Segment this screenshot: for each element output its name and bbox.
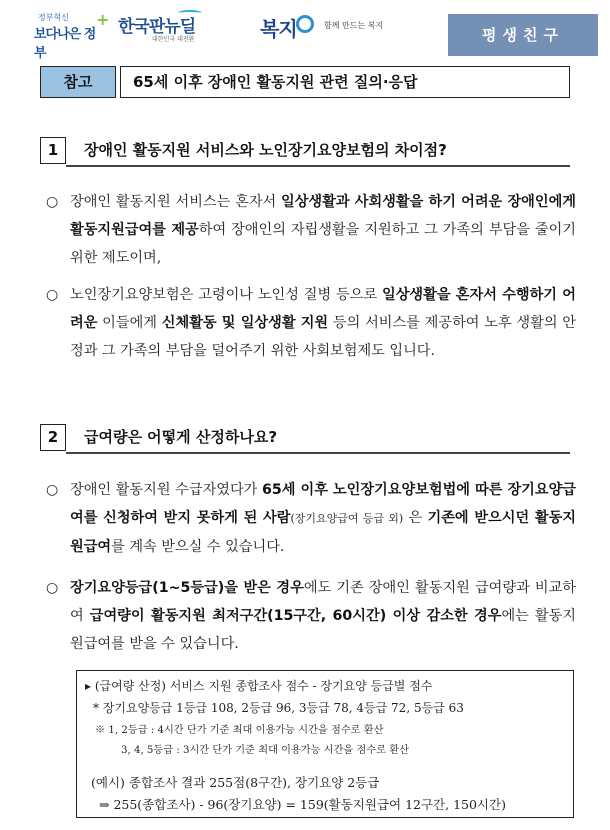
nd-logo-sub-text: 대한민국 대전환 bbox=[152, 36, 195, 43]
calculation-note-box bbox=[76, 670, 574, 818]
note-example-line: (예시) 종합조사 결과 255점(8구간), 장기요양 2등급 bbox=[91, 775, 380, 790]
note-line: ※ 1, 2등급 : 4시간 단가 기준 최대 이용가능 시간을 점수로 환산 bbox=[95, 725, 384, 736]
paragraph-text: 에는 활동지원급여를 받을 수 있습니다. bbox=[70, 608, 577, 652]
nd-logo-main-text: 한국판뉴딜 bbox=[118, 17, 196, 37]
paragraph-emphasis: 일상생활을 혼자서 수행하기 어려운 bbox=[70, 287, 576, 331]
paragraph-text: 은 bbox=[403, 510, 428, 526]
paragraph-emphasis: 65세 이후 노인장기요양보험법에 따른 장기요양급여를 신청하여 받지 못하게 된 사람 bbox=[70, 482, 576, 526]
paragraph-text: 장애인 활동지원 서비스는 혼자서 bbox=[70, 194, 282, 210]
lifelong-friend-banner: 평생친구 bbox=[448, 14, 598, 56]
paragraph-activity-support bbox=[46, 188, 576, 272]
paragraph-emphasis: 장기요양등급(1~5등급)을 받은 경우 bbox=[70, 580, 304, 596]
bokji-logo-main-text: 복지 bbox=[260, 17, 297, 41]
section-number: 1 bbox=[40, 137, 66, 164]
circle-bullet-icon: ○ bbox=[46, 580, 59, 596]
gov-logo-small-text: 정부혁신 bbox=[38, 13, 69, 22]
circle-bullet-icon: ○ bbox=[46, 287, 59, 303]
paragraph-text: 에도 기존 장애인 활동지원 급여량과 비교하여 bbox=[70, 580, 576, 624]
note-line: ▸ (급여량 산정) 서비스 지원 종합조사 점수 - 장기요양 등급별 점수 bbox=[85, 679, 433, 693]
section-number: 2 bbox=[40, 424, 66, 451]
section-title: 급여량은 어떻게 산정하나요? bbox=[84, 428, 278, 446]
section-1-header bbox=[40, 137, 570, 167]
gov-innovation-logo bbox=[34, 10, 110, 61]
paragraph-long-term-care bbox=[46, 281, 576, 365]
paragraph-grade-case bbox=[46, 574, 576, 658]
circle-bullet-icon: ○ bbox=[46, 482, 59, 498]
bokjiro-logo bbox=[260, 13, 410, 43]
paragraph-text: 하여 장애인의 자립생활을 지원하고 그 가족의 부담을 줄이기 위한 제도이며, bbox=[70, 222, 576, 266]
page-title: 65세 이후 장애인 활동지원 관련 질의·응답 bbox=[120, 66, 570, 98]
paragraph-note: (장기요양급여 등급 외) bbox=[290, 512, 404, 525]
ring-icon bbox=[296, 15, 314, 33]
korean-new-deal-logo bbox=[118, 10, 208, 44]
circle-bullet-icon: ○ bbox=[46, 194, 59, 210]
note-example-result: ⇒ 255(종합조사) - 96(장기요양) = 159(활동지원급여 12구간, 150시간) bbox=[99, 797, 506, 812]
paragraph-emphasis: 신체활동 및 일상생활 지원 bbox=[161, 315, 329, 331]
section-title: 장애인 활동지원 서비스와 노인장기요양보험의 차이점? bbox=[84, 141, 447, 159]
section-underline bbox=[66, 452, 570, 454]
plus-icon: + bbox=[96, 10, 110, 29]
note-line: * 장기요양등급 1등급 108, 2등급 96, 3등급 78, 4등급 72, 5등급 63 bbox=[93, 701, 464, 715]
page-header bbox=[0, 0, 610, 62]
paragraph-text: 이들에게 bbox=[97, 315, 162, 331]
gov-logo-main-text: 보다나은 정부 bbox=[34, 27, 96, 61]
paragraph-emphasis: 급여량이 활동지원 최저구간(15구간, 60시간) 이상 감소한 경우 bbox=[89, 608, 502, 624]
document-title-row bbox=[40, 66, 570, 98]
paragraph-emphasis: 일상생활과 사회생활을 하기 어려운 장애인에게 활동지원급여를 제공 bbox=[70, 194, 576, 238]
paragraph-eligibility bbox=[46, 476, 576, 561]
paragraph-text: 등의 서비스를 제공하여 노후 생활의 안정과 그 가족의 부담을 덜어주기 위한 사회보험제도 입니다. bbox=[70, 315, 577, 359]
reference-tag: 참고 bbox=[40, 66, 116, 98]
paragraph-text: 장애인 활동지원 수급자였다가 bbox=[70, 482, 262, 498]
bokji-logo-tagline: 함께 만드는 복지 bbox=[324, 21, 384, 30]
paragraph-text: 를 계속 받으실 수 있습니다. bbox=[111, 539, 285, 555]
section-underline bbox=[66, 165, 570, 167]
section-2-header bbox=[40, 424, 570, 454]
paragraph-text: 노인장기요양보험은 고령이나 노인성 질병 등으로 bbox=[70, 287, 383, 303]
note-line: 3, 4, 5등급 : 3시간 단가 기준 최대 이용가능 시간을 점수로 환산 bbox=[121, 745, 409, 756]
paragraph-emphasis: 기존에 받으시던 활동지원급여 bbox=[70, 510, 576, 555]
